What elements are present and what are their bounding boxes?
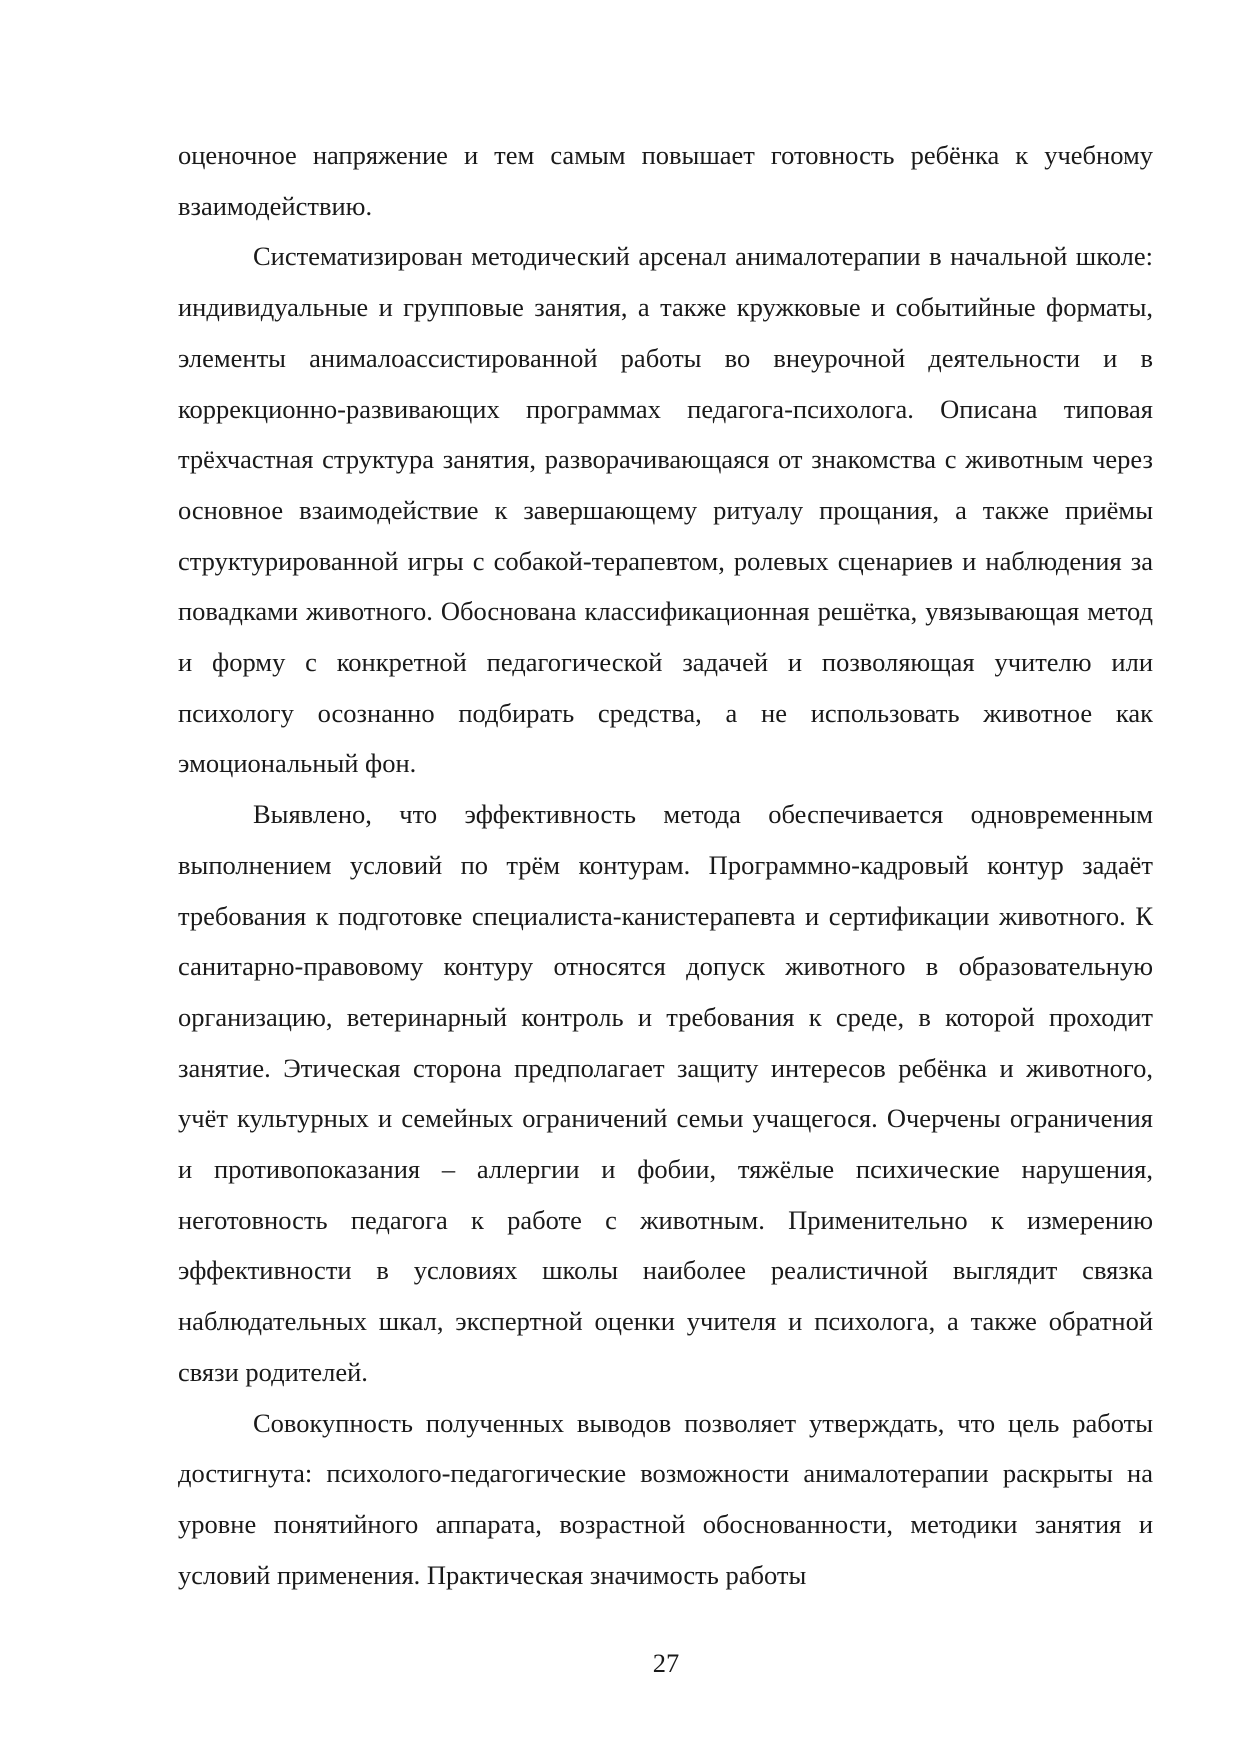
paragraph-conclusion: Совокупность полученных выводов позволяет утверждать, что цель работы достигнута: психолого-педагогические возможности анималотерапии раскрыты на уровне понятийного аппарата, возрастной обоснованности, методики занятия и условий применения. Практическая значимость работы	[178, 1407, 1153, 1590]
paragraph-methods: Систематизирован методический арсенал анималотерапии в начальной школе: индивидуальные и групповые занятия, а также кружковые и событийные форматы, элементы анималоассистированной работы во внеурочной деятельности и в коррекционно-развивающих программах педагога-психолога. Описана типовая трёхчастная структура занятия, разворачивающаяся от знакомства с животным через основное взаимодействие к завершающему ритуалу прощания, а также приёмы структурированной игры с собакой-терапевтом, ролевых сценариев и наблюдения за повадками животного. Обоснована классификационная решётка, увязывающая метод и форму с конкретной педагогической задачей и позволяющая учителю или психологу осознанно подбирать средства, а не использовать животное как эмоциональный фон.	[178, 241, 1153, 779]
paragraph-continuation: оценочное напряжение и тем самым повышает готовность ребёнка к учебному взаимодействию.	[178, 140, 1153, 221]
body-text	[178, 130, 1153, 1600]
paragraph-conditions: Выявлено, что эффективность метода обеспечивается одновременным выполнением условий по трём контурам. Программно-кадровый контур задаёт требования к подготовке специалиста-канистерапевта и сертификации животного. К санитарно-правовому контуру относятся допуск животного в образовательную организацию, ветеринарный контроль и требования к среде, в которой проходит занятие. Этическая сторона предполагает защиту интересов ребёнка и животного, учёт культурных и семейных ограничений семьи учащегося. Очерчены ограничения и противопоказания – аллергии и фобии, тяжёлые психические нарушения, неготовность педагога к работе с животным. Применительно к измерению эффективности в условиях школы наиболее реалистичной выглядит связка наблюдательных шкал, экспертной оценки учителя и психолога, а также обратной связи родителей.	[178, 799, 1153, 1387]
page-number: 27	[652, 1648, 680, 1678]
